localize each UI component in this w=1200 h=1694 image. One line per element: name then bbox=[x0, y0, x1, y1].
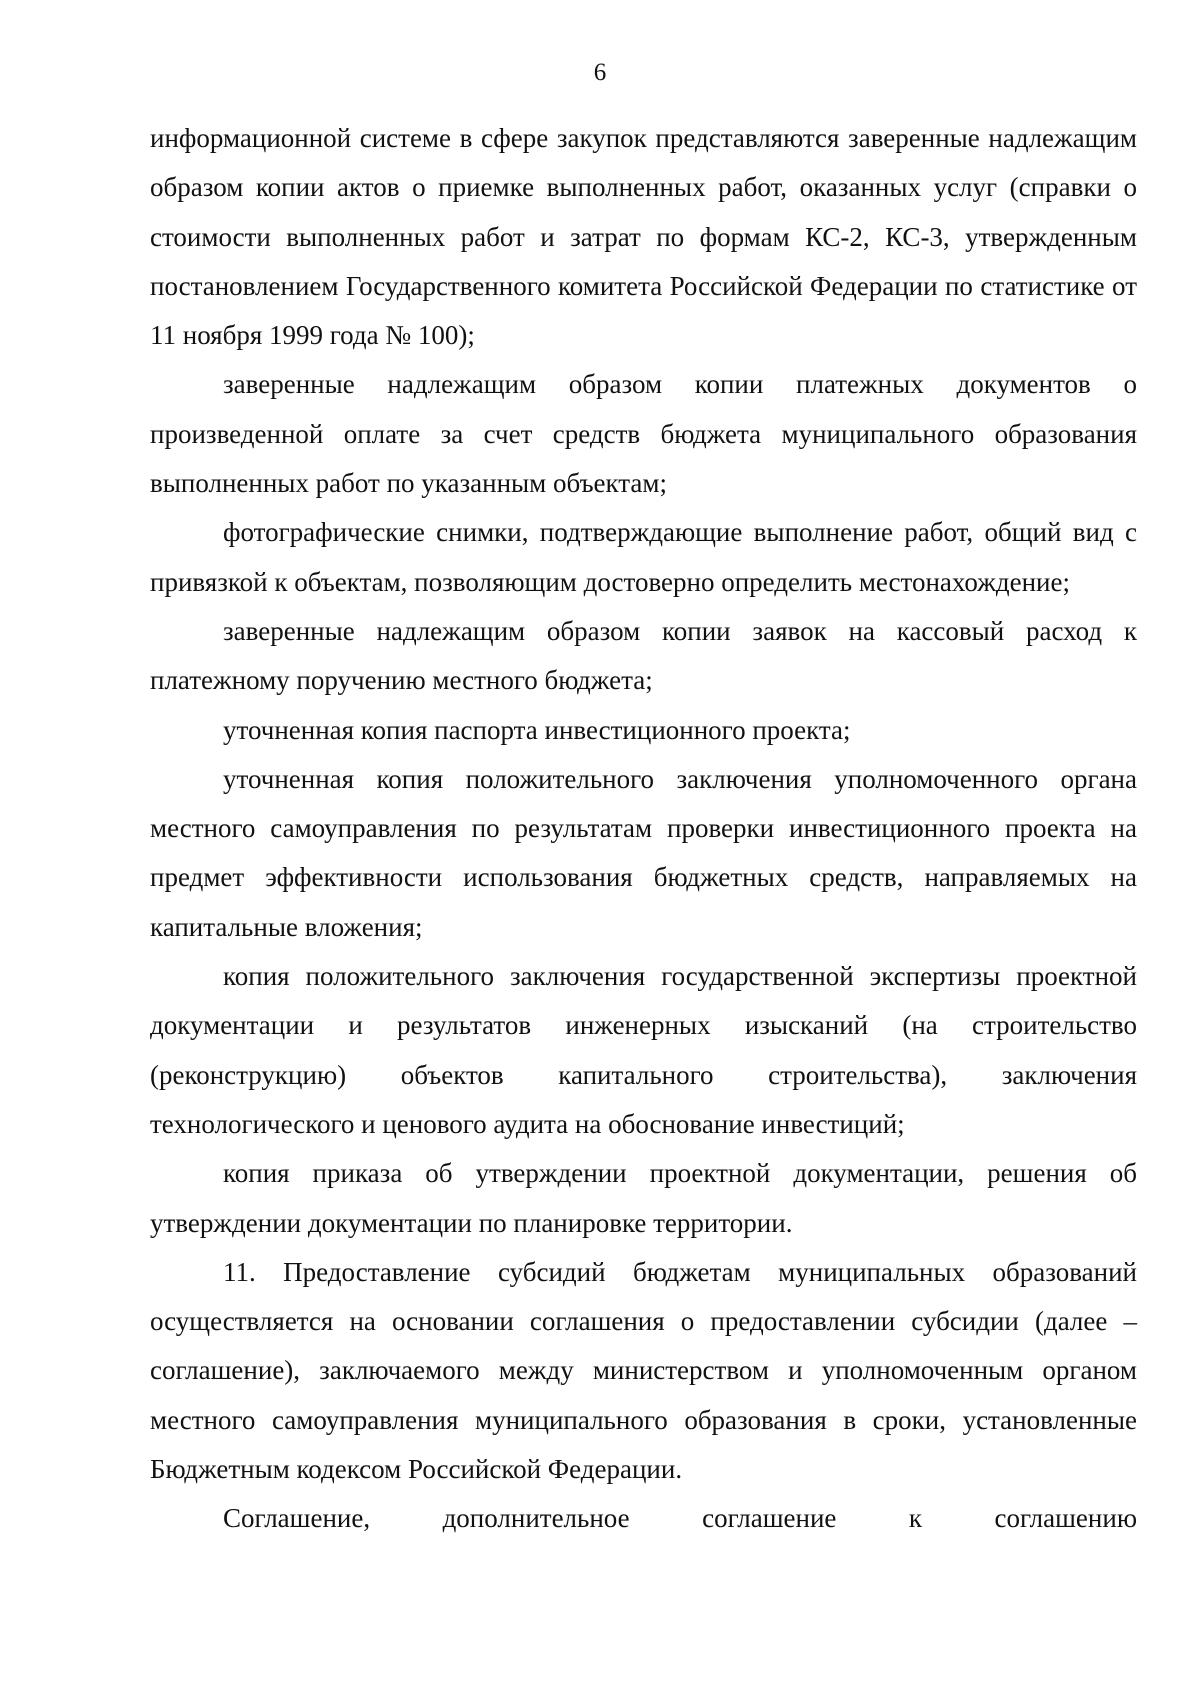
paragraph-continuation: информационной системе в сфере закупок представляются заверенные надлежащим образом копии актов о приемке выполненных работ, оказанных услуг (справки о стоимости выполненных работ и затрат по формам КС-2, КС-3, утвержденным постановлением Государственного комитета Российской Федерации по статистике от 11 ноября 1999 года № 100); bbox=[150, 123, 1137, 351]
paragraph-item-11: 11. Предоставление субсидий бюджетам муниципальных образований осуществляется на основании соглашения о предоставлении субсидии (далее – соглашение), заключаемого между министерством и уполномоченным органом местного самоуправления муниципального образования в сроки, установленные Бюджетным кодексом Российской Федерации. bbox=[150, 1256, 1137, 1485]
paragraph-photographs: фотографические снимки, подтверждающие выполнение работ, общий вид с привязкой к объектам, позволяющим достоверно определить местонахождение; bbox=[150, 517, 1137, 597]
paragraph-agreement: Соглашение, дополнительное соглашение к соглашению bbox=[223, 1503, 1137, 1534]
document-body bbox=[150, 114, 1137, 1544]
paragraph-payment-documents: заверенные надлежащим образом копии платежных документов о произведенной оплате за счет средств бюджета муниципального образования выполненных работ по указанным объектам; bbox=[150, 369, 1137, 499]
paragraph-project-passport: уточненная копия паспорта инвестиционного проекта; bbox=[223, 714, 851, 745]
paragraph-order-copy: копия приказа об утверждении проектной документации, решения об утверждении документации по планировке территории. bbox=[150, 1158, 1137, 1238]
paragraph-cash-requests: заверенные надлежащим образом копии заявок на кассовый расход к платежному поручению местного бюджета; bbox=[150, 615, 1137, 696]
page-number: 6 bbox=[593, 59, 607, 86]
paragraph-positive-conclusion: уточненная копия положительного заключения уполномоченного органа местного самоуправления по результатам проверки инвестиционного проекта на предмет эффективности использования бюджетных средств, направляемых на капитальные вложения; bbox=[150, 763, 1137, 942]
paragraph-state-expertise: копия положительного заключения государственной экспертизы проектной документации и результатов инженерных изысканий (на строительство (реконструкцию) объектов капитального строительства), заключения технологического и ценового аудита на обоснование инвестиций; bbox=[150, 961, 1137, 1139]
